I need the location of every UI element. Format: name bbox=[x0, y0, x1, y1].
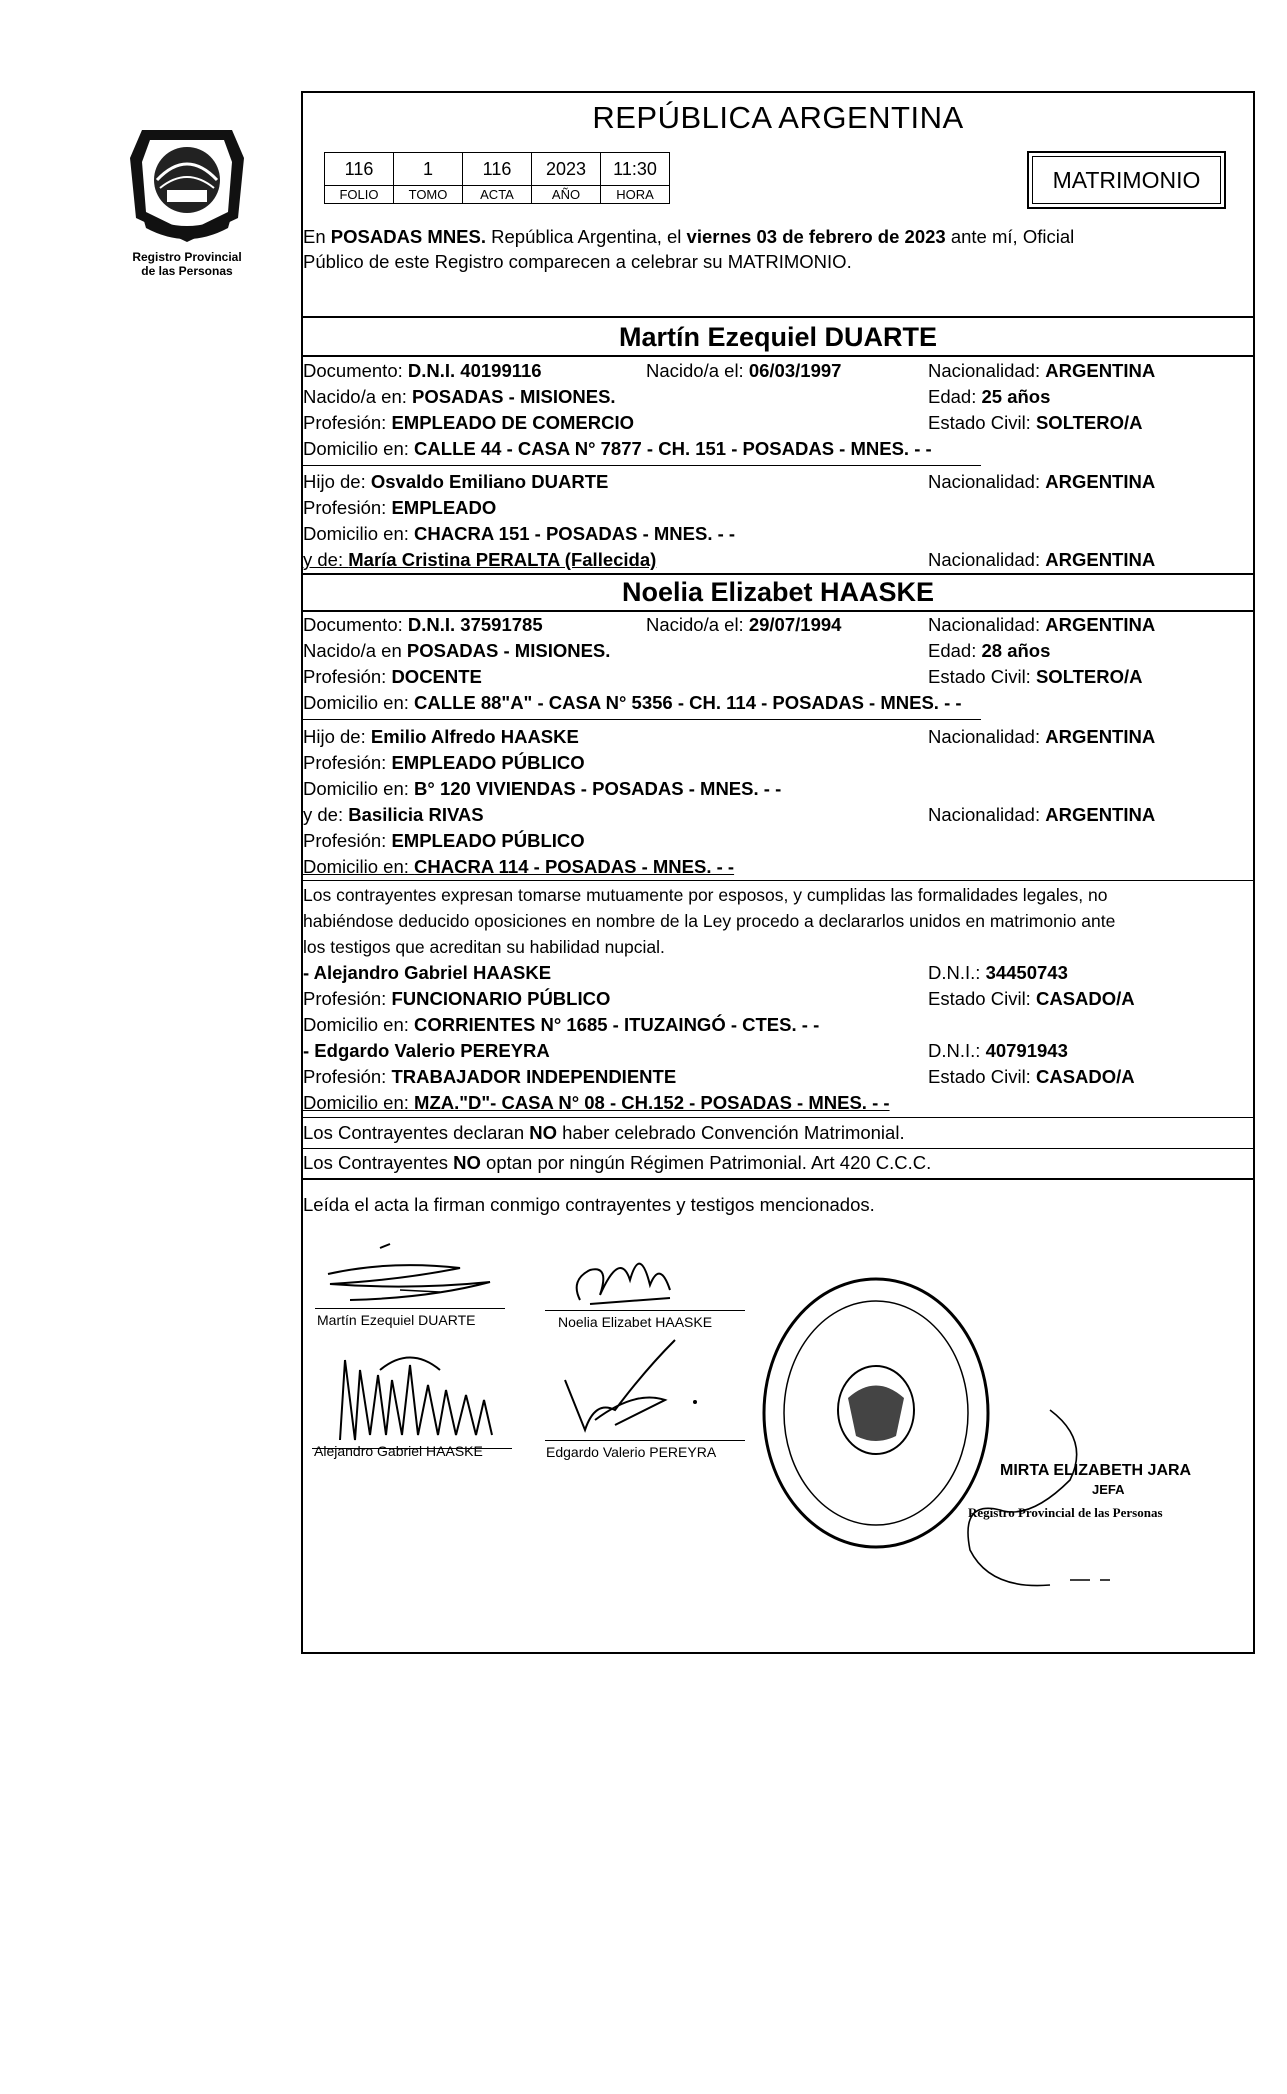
signature-2-icon bbox=[560, 1240, 690, 1320]
signature-3-icon bbox=[320, 1340, 520, 1460]
divider bbox=[301, 573, 1255, 575]
spouse1-father: Hijo de: Osvaldo Emiliano DUARTE bbox=[303, 471, 609, 492]
convention-line-2: Los Contrayentes NO optan por ningún Régimen Patrimonial. Art 420 C.C.C. bbox=[303, 1152, 932, 1173]
logo-caption-2: de las Personas bbox=[141, 264, 233, 278]
acta-value: 116 bbox=[463, 153, 532, 186]
divider bbox=[301, 1117, 1255, 1118]
intro-line-1: En POSADAS MNES. República Argentina, el viernes 03 de febrero de 2023 ante mí, Oficial bbox=[303, 226, 1075, 247]
spouse1-age: Edad: 25 años bbox=[928, 386, 1051, 407]
witness1-address: Domicilio en: CORRIENTES N° 1685 - ITUZAINGÓ - CTES. - - bbox=[303, 1014, 820, 1035]
registry-logo bbox=[112, 118, 262, 293]
spouse2-mother-address: Domicilio en: CHACRA 114 - POSADAS - MNES. - - bbox=[303, 856, 735, 877]
witness2-dni: D.N.I.: 40791943 bbox=[928, 1040, 1068, 1061]
signature-1-caption: Martín Ezequiel DUARTE bbox=[317, 1312, 476, 1328]
witness2-name: - Edgardo Valerio PEREYRA bbox=[303, 1040, 550, 1061]
spouse2-address: Domicilio en: CALLE 88"A" - CASA N° 5356 - CH. 114 - POSADAS - MNES. - - bbox=[303, 692, 962, 713]
declaration-line-1: Los contrayentes expresan tomarse mutuamente por esposos, y cumplidas las formalidades legales, no bbox=[303, 885, 1108, 905]
anio-value: 2023 bbox=[532, 153, 601, 186]
closing-text: Leída el acta la firman conmigo contrayentes y testigos mencionados. bbox=[303, 1194, 875, 1215]
spouse2-father: Hijo de: Emilio Alfredo HAASKE bbox=[303, 726, 579, 747]
spouse2-mother-profession: Profesión: EMPLEADO PÚBLICO bbox=[303, 830, 585, 851]
divider bbox=[301, 355, 1255, 357]
act-type-box: MATRIMONIO bbox=[1027, 151, 1226, 209]
registry-table bbox=[324, 152, 670, 204]
misiones-emblem-icon bbox=[112, 118, 262, 248]
signature-line bbox=[315, 1308, 505, 1309]
official-role: JEFA bbox=[1092, 1482, 1125, 1497]
spouse1-civil-status: Estado Civil: SOLTERO/A bbox=[928, 412, 1143, 433]
official-office: Registro Provincial de las Personas bbox=[968, 1505, 1163, 1520]
page-title: REPÚBLICA ARGENTINA bbox=[592, 100, 964, 135]
official-signature-icon bbox=[940, 1400, 1130, 1600]
spouse1-father-address: Domicilio en: CHACRA 151 - POSADAS - MNES. - - bbox=[303, 523, 736, 544]
convention-line-1: Los Contrayentes declaran NO haber celebrado Convención Matrimonial. bbox=[303, 1122, 905, 1143]
divider bbox=[301, 1178, 1255, 1180]
spouse1-mother: y de: María Cristina PERALTA (Fallecida) bbox=[303, 549, 657, 570]
signature-2-caption: Noelia Elizabet HAASKE bbox=[558, 1314, 713, 1330]
intro-line-2: Público de este Registro comparecen a celebrar su MATRIMONIO. bbox=[303, 251, 852, 272]
signature-1-icon bbox=[310, 1240, 510, 1310]
signature-4-icon bbox=[555, 1330, 715, 1450]
spouse1-father-nationality: Nacionalidad: ARGENTINA bbox=[928, 471, 1156, 492]
official-name: MIRTA ELIZABETH JARA bbox=[1000, 1462, 1192, 1479]
folio-label: FOLIO bbox=[325, 186, 394, 204]
signature-3-caption: Alejandro Gabriel HAASKE bbox=[314, 1443, 483, 1459]
spouse1-birthdate: Nacido/a el: 06/03/1997 bbox=[646, 360, 842, 381]
anio-label: AÑO bbox=[532, 186, 601, 204]
spouse1-nationality: Nacionalidad: ARGENTINA bbox=[928, 360, 1156, 381]
divider bbox=[301, 610, 1255, 612]
spouse2-civil-status: Estado Civil: SOLTERO/A bbox=[928, 666, 1143, 687]
divider bbox=[301, 880, 1255, 881]
signature-4-caption: Edgardo Valerio PEREYRA bbox=[546, 1444, 717, 1460]
witness2-civil-status: Estado Civil: CASADO/A bbox=[928, 1066, 1135, 1087]
witness2-profession: Profesión: TRABAJADOR INDEPENDIENTE bbox=[303, 1066, 677, 1087]
spouse1-profession: Profesión: EMPLEADO DE COMERCIO bbox=[303, 412, 635, 433]
spouse2-birthdate: Nacido/a el: 29/07/1994 bbox=[646, 614, 842, 635]
divider bbox=[301, 719, 981, 720]
spouse2-father-profession: Profesión: EMPLEADO PÚBLICO bbox=[303, 752, 585, 773]
tomo-label: TOMO bbox=[394, 186, 463, 204]
spouse2-mother-nationality: Nacionalidad: ARGENTINA bbox=[928, 804, 1156, 825]
spouse1-father-profession: Profesión: EMPLEADO bbox=[303, 497, 497, 518]
spouse2-nationality: Nacionalidad: ARGENTINA bbox=[928, 614, 1156, 635]
logo-caption-1: Registro Provincial bbox=[132, 250, 242, 264]
divider bbox=[301, 316, 1255, 318]
declaration-line-2: habiéndose deducido oposiciones en nombre de la Ley procedo a declararlos unidos en matrimonio ante bbox=[303, 911, 1116, 931]
signature-line bbox=[545, 1440, 745, 1441]
witness1-civil-status: Estado Civil: CASADO/A bbox=[928, 988, 1135, 1009]
spouse2-mother: y de: Basilicia RIVAS bbox=[303, 804, 484, 825]
spouse2-father-nationality: Nacionalidad: ARGENTINA bbox=[928, 726, 1156, 747]
hora-value: 11:30 bbox=[601, 153, 670, 186]
divider bbox=[301, 465, 981, 466]
acta-label: ACTA bbox=[463, 186, 532, 204]
tomo-value: 1 bbox=[394, 153, 463, 186]
witness2-address: Domicilio en: MZA."D"- CASA N° 08 - CH.152 - POSADAS - MNES. - - bbox=[303, 1092, 890, 1113]
spouse1-document: Documento: D.N.I. 40199116 bbox=[303, 360, 542, 381]
divider bbox=[301, 1148, 1255, 1149]
signature-line bbox=[545, 1310, 745, 1311]
spouse2-profession: Profesión: DOCENTE bbox=[303, 666, 482, 687]
spouse1-name: Martín Ezequiel DUARTE bbox=[618, 322, 938, 352]
spouse2-birthplace: Nacido/a en POSADAS - MISIONES. bbox=[303, 640, 611, 661]
spouse1-mother-nationality: Nacionalidad: ARGENTINA bbox=[928, 549, 1156, 570]
folio-value: 116 bbox=[325, 153, 394, 186]
declaration-line-3: los testigos que acreditan su habilidad nupcial. bbox=[303, 937, 665, 957]
spouse1-address: Domicilio en: CALLE 44 - CASA N° 7877 - CH. 151 - POSADAS - MNES. - - bbox=[303, 438, 932, 459]
witness1-name: - Alejandro Gabriel HAASKE bbox=[303, 962, 552, 983]
spouse2-age: Edad: 28 años bbox=[928, 640, 1051, 661]
spouse2-document: Documento: D.N.I. 37591785 bbox=[303, 614, 543, 635]
witness1-dni: D.N.I.: 34450743 bbox=[928, 962, 1068, 983]
spouse2-father-address: Domicilio en: B° 120 VIVIENDAS - POSADAS - MNES. - - bbox=[303, 778, 782, 799]
witness1-profession: Profesión: FUNCIONARIO PÚBLICO bbox=[303, 988, 611, 1009]
spouse1-birthplace: Nacido/a en: POSADAS - MISIONES. bbox=[303, 386, 616, 407]
hora-label: HORA bbox=[601, 186, 670, 204]
spouse2-name: Noelia Elizabet HAASKE bbox=[621, 577, 935, 607]
